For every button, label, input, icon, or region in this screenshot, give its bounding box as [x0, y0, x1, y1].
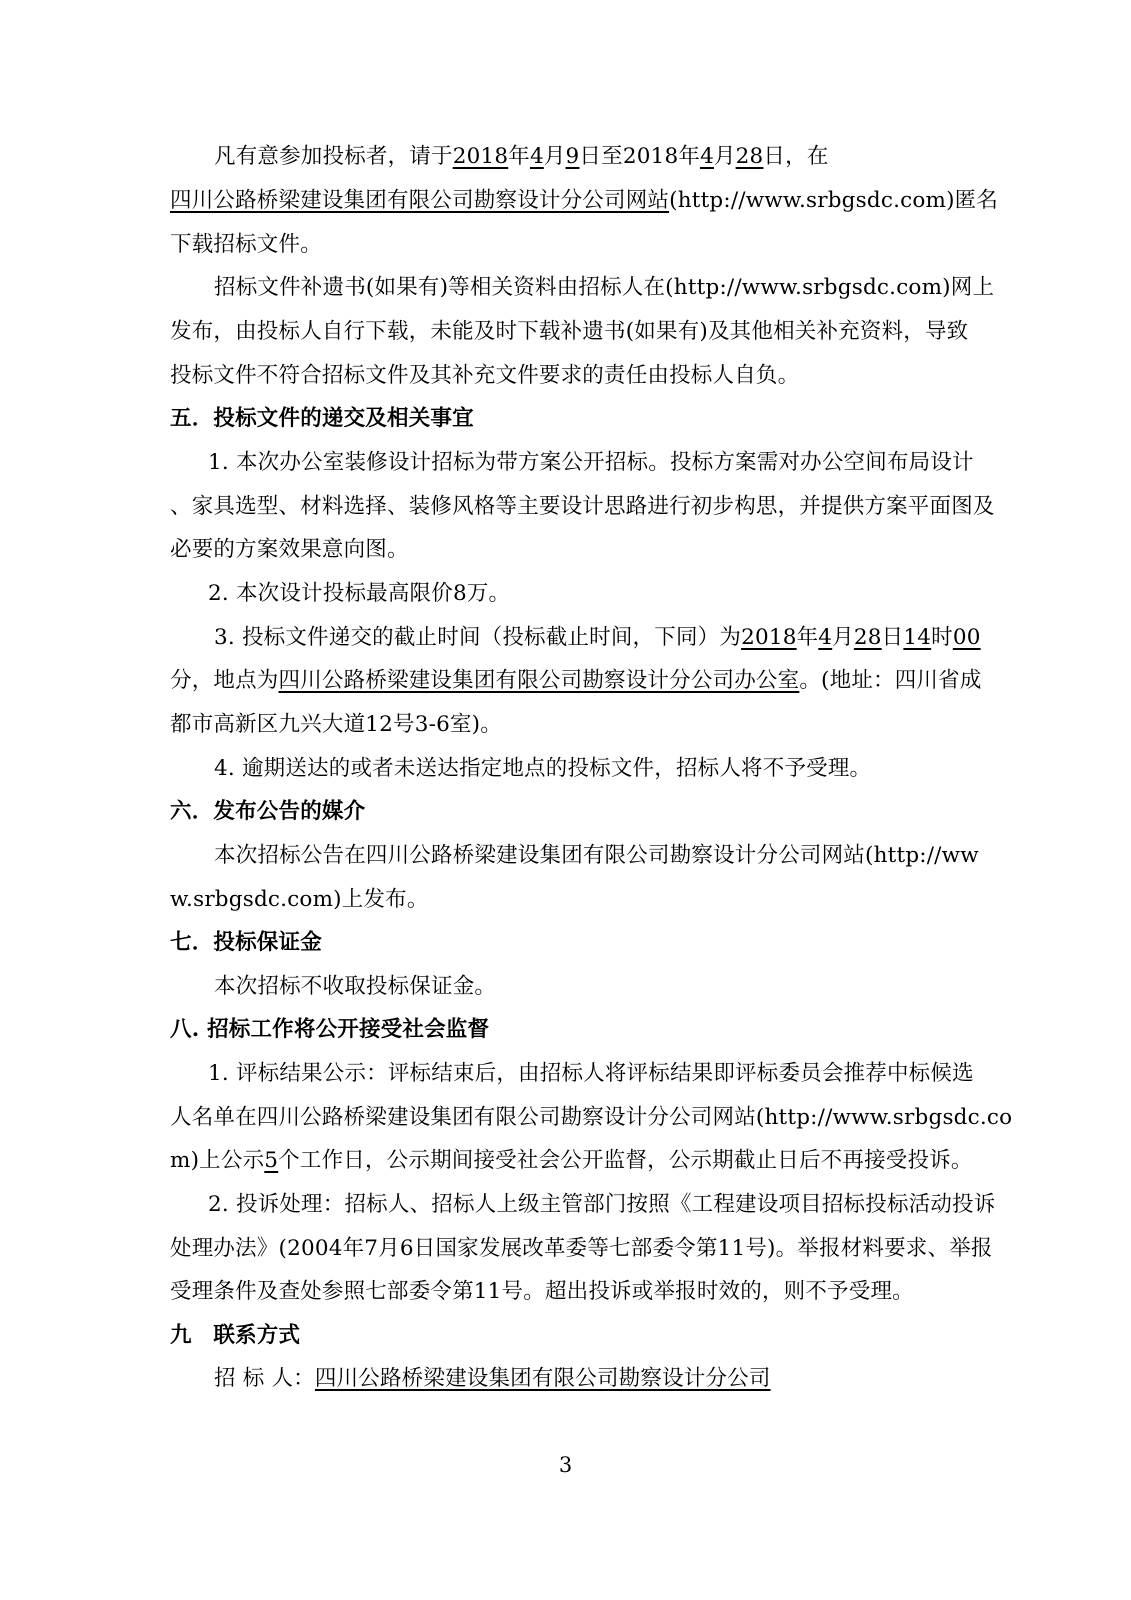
section-heading: 七．投标保证金: [170, 930, 322, 955]
page-number: 3: [558, 1453, 573, 1477]
text-line: [0, 140, 829, 174]
text: 日: [881, 625, 904, 650]
text: 日，在: [763, 144, 829, 169]
underlined-date: 4: [818, 625, 833, 650]
underlined-date: 2018: [741, 625, 797, 650]
text: 2018: [622, 144, 679, 169]
text-line: [0, 184, 998, 218]
text: (http://www.srbgsdc.com)匿名: [669, 188, 999, 213]
text-line: [0, 621, 981, 655]
section-heading: 九 联系方式: [170, 1323, 301, 1348]
text: 年: [508, 144, 530, 169]
text-line: 4. 逾期送达的或者未送达指定地点的投标文件，招标人将不予受理。: [214, 756, 872, 781]
text-line: 都市高新区九兴大道12号3-6室)。: [170, 712, 502, 737]
text: m)上公示: [170, 1148, 265, 1173]
text-line: 1. 本次办公室装修设计招标为带方案公开招标。投标方案需对办公空间布局设计: [208, 450, 974, 475]
text: 凡有意参加投标者，请于: [214, 144, 453, 169]
underlined-date: 4: [529, 144, 544, 169]
section-heading: 六．发布公告的媒介: [170, 799, 366, 824]
text-line: 处理办法》(2004年7月6日国家发展改革委等七部委令第11号)。举报材料要求、举报: [170, 1236, 993, 1261]
text-line: [0, 664, 982, 698]
text: 年: [796, 625, 819, 650]
underlined-date: 4: [700, 144, 714, 169]
text-line: 本次招标不收取投标保证金。: [214, 974, 497, 999]
text-line: 2. 投诉处理：招标人、招标人上级主管部门按照《工程建设项目招标投标活动投诉: [208, 1192, 996, 1217]
contact-label: 招 标 人：: [214, 1366, 315, 1391]
text: 个工作日，公示期间接受社会公开监督，公示期截止日后不再接受投诉。: [278, 1148, 973, 1173]
text: 月: [543, 144, 566, 169]
underlined-date: 28: [735, 144, 764, 169]
text-line: 发布，由投标人自行下载，未能及时下载补遗书(如果有)及其他相关补充资料，导致: [170, 319, 969, 344]
underlined-time: 00: [952, 625, 981, 650]
text-line: 、家具选型、材料选择、装修风格等主要设计思路进行初步构思，并提供方案平面图及: [170, 494, 995, 519]
text: 日至: [579, 144, 623, 169]
text: 月: [832, 625, 854, 650]
text: 时: [931, 625, 953, 650]
text-line: 2. 本次设计投标最高限价8万。: [208, 581, 511, 606]
text: 3. 投标文件递交的截止时间（投标截止时间，下同）为: [214, 625, 742, 650]
underlined-date: 2018: [452, 144, 509, 169]
contact-line: [0, 1362, 771, 1396]
text-line: w.srbgsdc.com)上发布。: [170, 887, 429, 912]
text: 分，地点为: [170, 668, 279, 693]
text-line: 本次招标公告在四川公路桥梁建设集团有限公司勘察设计分公司网站(http://ww: [214, 843, 979, 868]
text: 月: [713, 144, 736, 169]
text-line: 人名单在四川公路桥梁建设集团有限公司勘察设计分公司网站(http://www.srbgsdc.co: [170, 1105, 1013, 1130]
text-line: [0, 1144, 973, 1178]
section-heading: 五．投标文件的递交及相关事宜: [170, 406, 474, 431]
underlined-date: 9: [565, 144, 580, 169]
underlined-time: 14: [903, 625, 932, 650]
text: 。(地址：四川省成: [799, 668, 982, 693]
submission-location: 四川公路桥梁建设集团有限公司勘察设计分公司办公室: [278, 668, 800, 693]
contact-value: 四川公路桥梁建设集团有限公司勘察设计分公司: [314, 1366, 771, 1391]
section-heading: 八. 招标工作将公开接受社会监督: [170, 1017, 490, 1042]
text-line: 招标文件补遗书(如果有)等相关资料由招标人在(http://www.srbgsdc.com)网上: [214, 275, 995, 300]
text: 年: [678, 144, 701, 169]
text-line: 下载招标文件。: [170, 232, 322, 257]
underlined-days: 5: [264, 1148, 279, 1173]
text-line: 必要的方案效果意向图。: [170, 537, 409, 562]
underlined-date: 28: [853, 625, 882, 650]
company-website-name: 四川公路桥梁建设集团有限公司勘察设计分公司网站: [170, 188, 670, 213]
text-line: 1. 评标结果公示：评标结束后，由招标人将评标结果即评标委员会推荐中标候选: [208, 1061, 974, 1086]
text-line: 投标文件不符合招标文件及其补充文件要求的责任由投标人自负。: [170, 363, 800, 388]
text-line: 受理条件及查处参照七部委令第11号。超出投诉或举报时效的，则不予受理。: [170, 1279, 914, 1304]
